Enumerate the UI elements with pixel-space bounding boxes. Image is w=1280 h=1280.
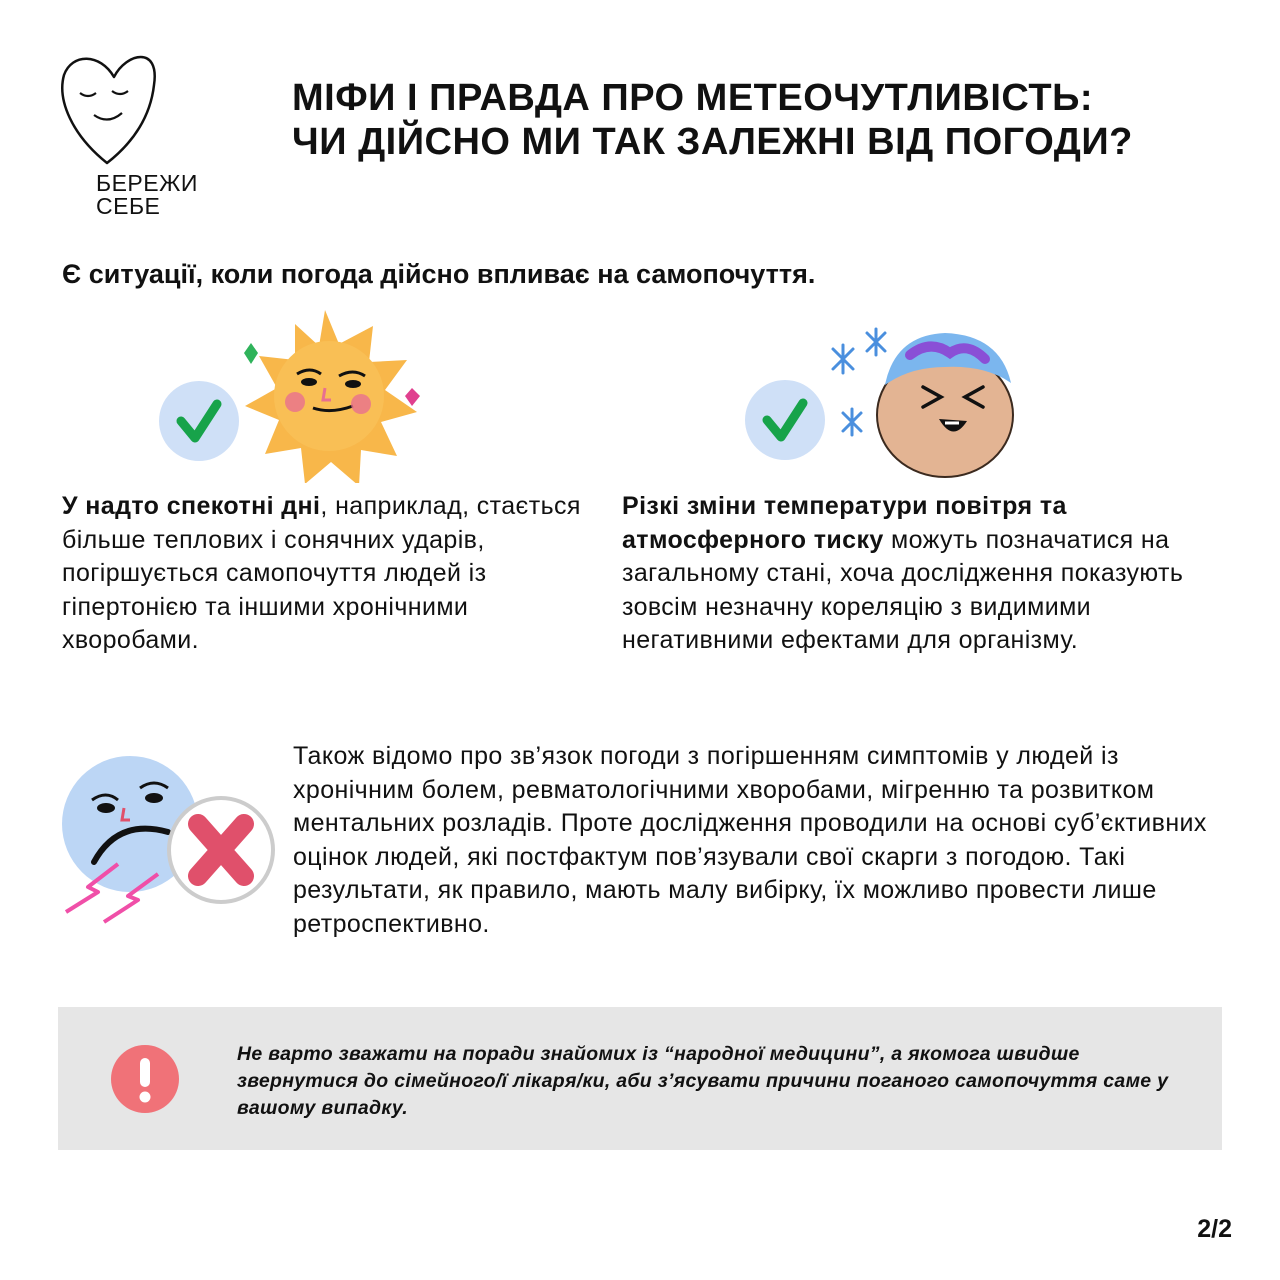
check-icon [745,380,825,460]
cold-face-icon [877,333,1013,477]
title-line-2: ЧИ ДІЙСНО МИ ТАК ЗАЛЕЖНІ ВІД ПОГОДИ? [292,121,1133,163]
temperature-change-bold: Різкі зміни температури повітря та атмосферного тиску [622,492,1067,554]
temperature-change-text: можуть позначатися на загальному стані, хоча дослідження показують зовсім незначну кореляцію з видимими негативними ефектами для організму. [622,525,1184,654]
title-line-1: МІФИ І ПРАВДА ПРО МЕТЕОЧУТЛИВІСТЬ: [292,77,1094,119]
sun-icon [245,310,417,483]
advice-text: Не варто зважати на поради знайомих із “народної медицини”, а якомога швидше звернутися до сімейного/ї лікаря/ки, аби з’ясувати причини поганого самопочуття саме у вашому випадку. [237,1043,1169,1119]
heat-days-paragraph [62,490,582,658]
temperature-change-paragraph [622,490,1242,658]
alert-icon [111,1045,179,1113]
page-title [292,76,1252,164]
check-icon [159,381,239,461]
section-subtitle: Є ситуації, коли погода дійсно впливає на самопочуття. [62,259,816,289]
cross-icon [169,798,273,902]
heart-logo-icon [52,45,222,175]
brand-line-1: БЕРЕЖИ [96,170,198,196]
sad-face-illustration [58,752,278,927]
brand-line-2: СЕБЕ [96,193,161,219]
cold-face-illustration [745,325,1020,485]
chronic-pain-paragraph: Також відомо про зв’язок погоди з погіршенням симптомів у людей із хронічним болем, ревматологічними хворобами, мігренню та розвитком ментальних розладів. Проте дослідження проводили на основі суб’єктивних оцінок людей, які постфактум пов’язували свої скарги з погодою. Такі результати, як правило, мають малу вибірку, їх можливо провести лише ретроспективно. [293,742,1207,938]
heat-days-bold: У надто спекотні дні [62,492,321,520]
page-number: 2/2 [1197,1215,1232,1243]
sun-illustration [155,308,445,483]
heat-days-text: , наприклад, стається більше теплових і сонячних ударів, погіршується самопочуття людей із гіпертонією та іншими хронічними хворобами. [62,492,581,654]
brand-name [96,172,198,218]
